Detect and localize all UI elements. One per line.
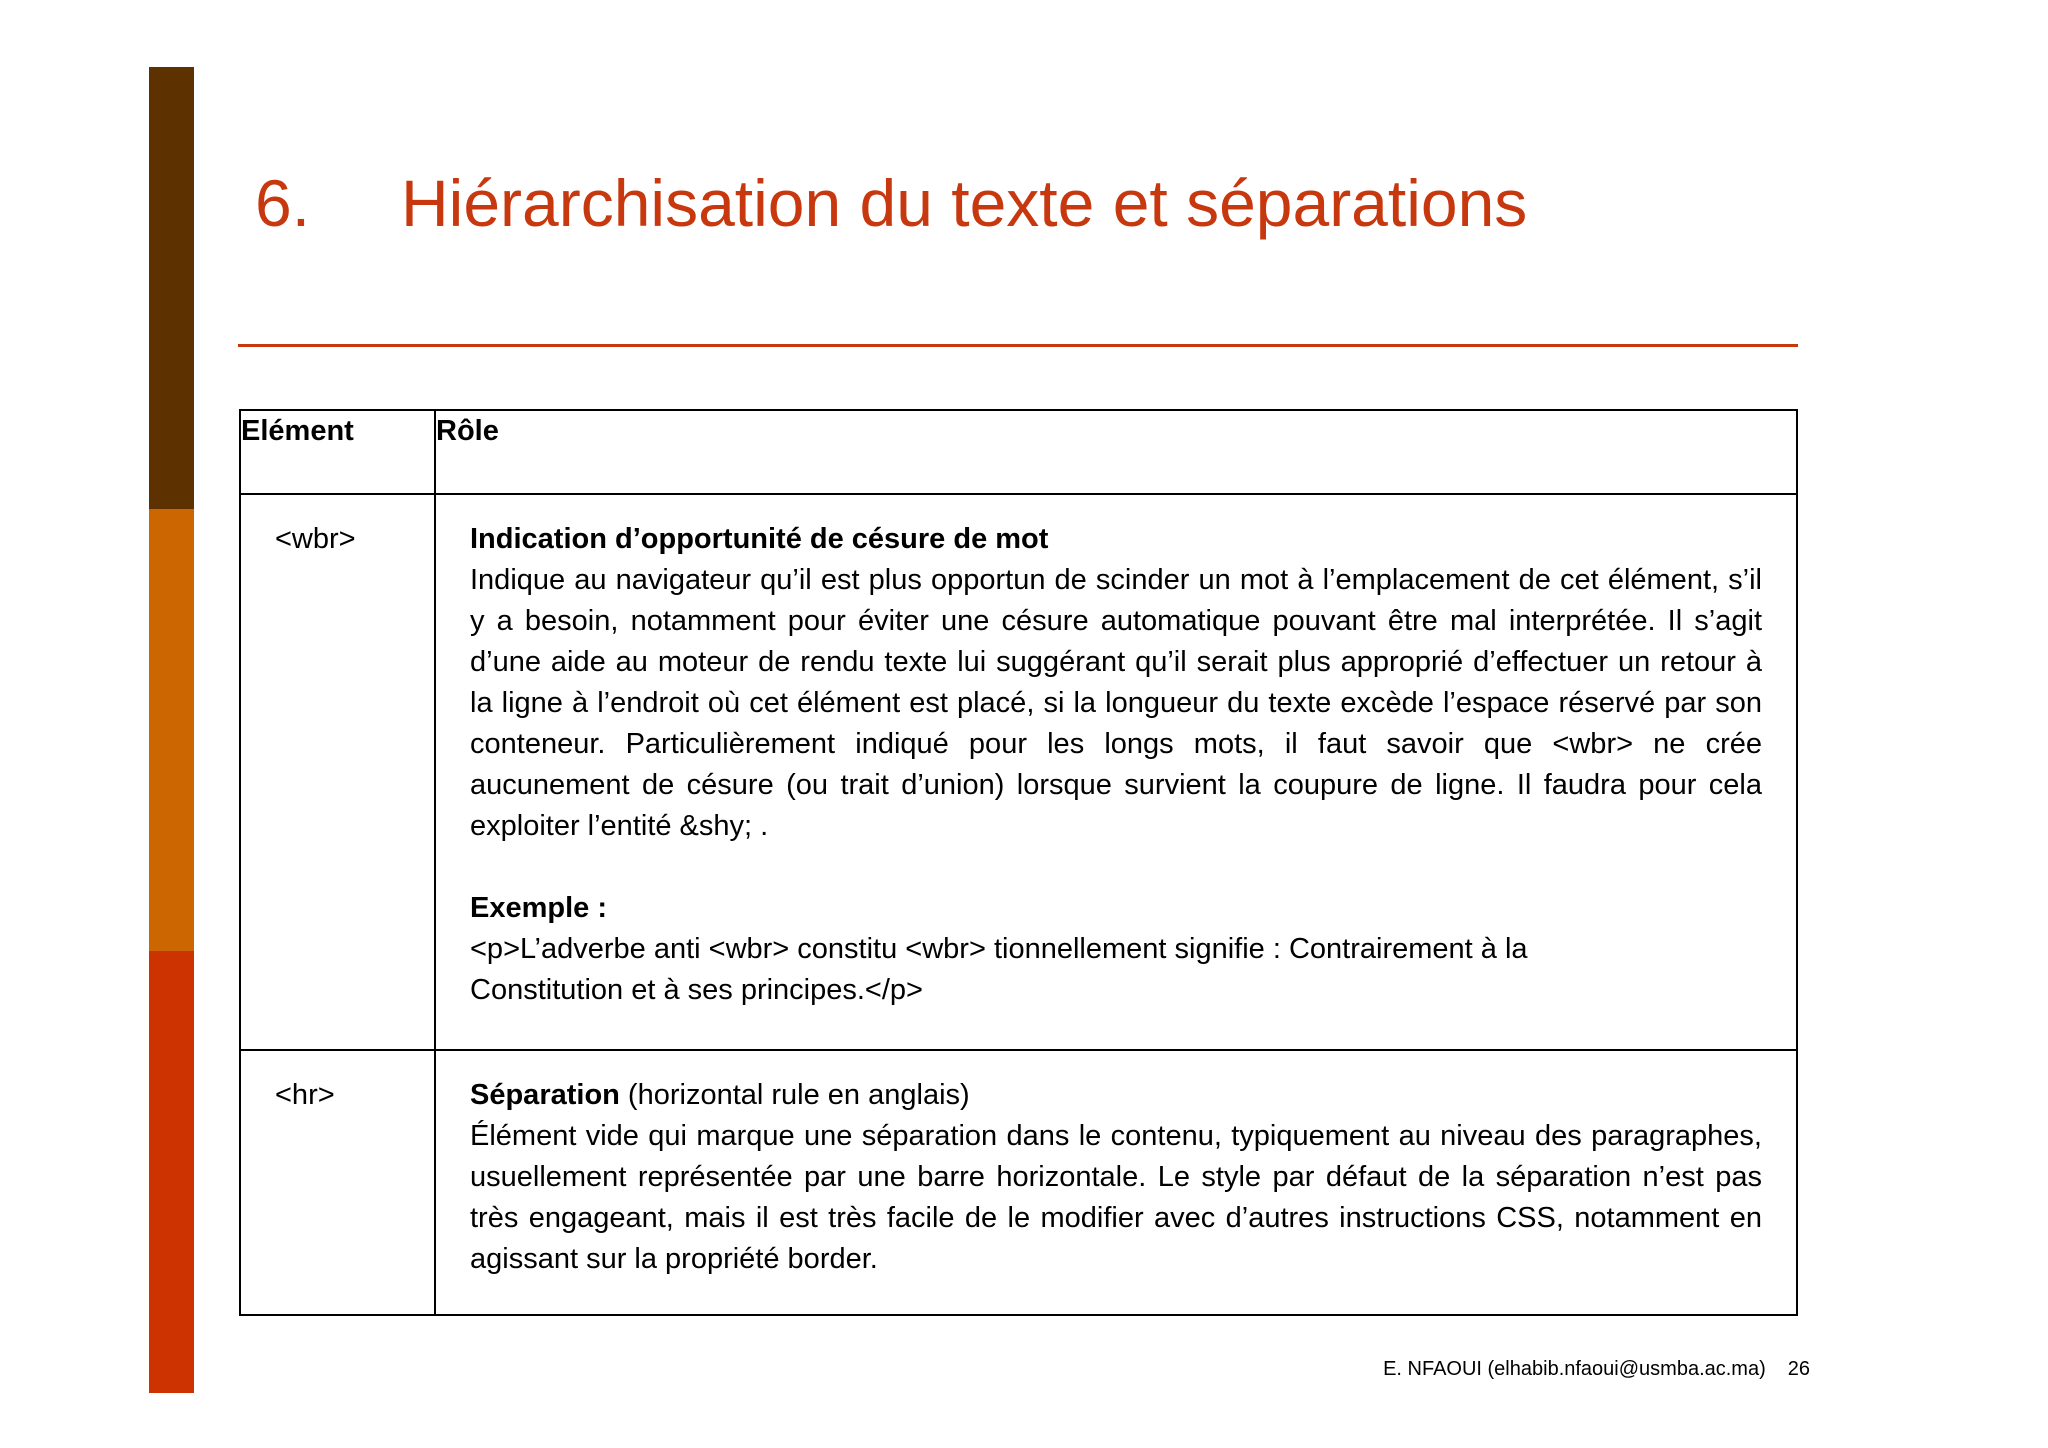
role-heading-note: (horizontal rule en anglais) — [619, 1079, 970, 1111]
slide-title — [255, 166, 1528, 240]
role-cell — [435, 1050, 1797, 1315]
decorative-bar-orange — [149, 509, 194, 951]
element-tag: <wbr> — [275, 523, 356, 555]
example-code-line: <p>L’adverbe anti <wbr> constitu <wbr> tionnellement signifie : Contrairement à la — [470, 933, 1528, 965]
role-heading: Indication d’opportunité de césure de mot — [470, 523, 1049, 555]
example-label: Exemple : — [470, 892, 607, 924]
elements-table — [239, 409, 1798, 1316]
table-row — [240, 494, 1797, 1050]
column-header-role: Rôle — [435, 410, 1797, 494]
element-cell — [240, 494, 435, 1050]
table-row — [240, 1050, 1797, 1315]
table-header-row — [240, 410, 1797, 494]
element-tag: <hr> — [275, 1079, 335, 1111]
example-code-line: Constitution et à ses principes.</p> — [470, 974, 923, 1006]
column-header-element: Elément — [240, 410, 435, 494]
slide-footer — [1320, 1358, 1810, 1381]
decorative-bar-brown — [149, 67, 194, 509]
title-underline — [238, 344, 1798, 347]
decorative-bar-red — [149, 951, 194, 1393]
role-heading: Séparation — [470, 1079, 620, 1111]
role-description: Élément vide qui marque une séparation dans le contenu, typiquement au niveau des paragraphes, usuellement représentée par une barre horizontale. Le style par défaut de la séparation n’est pas très engageant, mais il est très facile de le modifier avec d’autres instructions CSS, notamment en agissant sur la propriété border. — [470, 1120, 1762, 1275]
element-cell — [240, 1050, 435, 1315]
slide-title-number: 6. — [255, 166, 311, 240]
footer-author: E. NFAOUI (elhabib.nfaoui@usmba.ac.ma) — [1383, 1358, 1766, 1380]
role-description: Indique au navigateur qu’il est plus opportun de scinder un mot à l’emplacement de cet élément, s’il y a besoin, notamment pour éviter une césure automatique pouvant être mal interprétée. Il s’agit d’une aide au moteur de rendu texte lui suggérant qu’il serait plus approprié d’effectuer un retour à la ligne à l’endroit où cet élément est placé, si la longueur du texte excède l’espace réservé par son conteneur. Particulièrement indiqué pour les longs mots, il faut savoir que <wbr> ne crée aucunement de césure (ou trait d’union) lorsque survient la coupure de ligne. Il faudra pour cela exploiter l’entité &shy; . — [470, 564, 1762, 842]
slide-title-text: Hiérarchisation du texte et séparations — [401, 166, 1528, 240]
role-cell — [435, 494, 1797, 1050]
page-number: 26 — [1787, 1358, 1810, 1380]
